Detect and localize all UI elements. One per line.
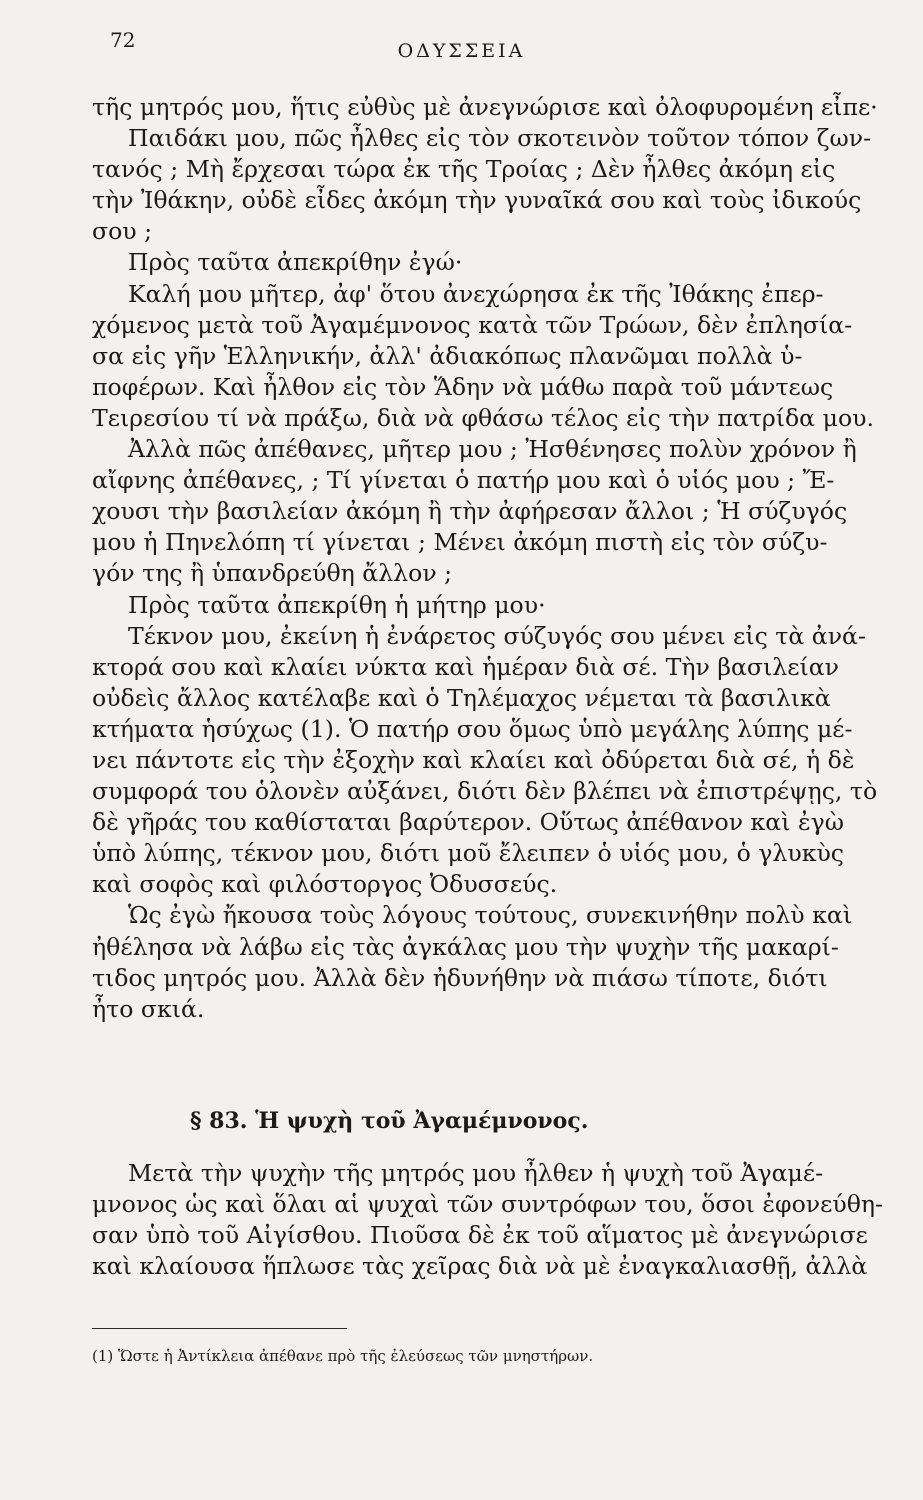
text-line: κτήματα ἡσύχως (1). Ὁ πατήρ σου ὅμως ὑπὸ μεγάλης λύπης μέ-: [92, 714, 853, 743]
text-line: νει πάντοτε εἰς τὴν ἐξοχὴν καὶ κλαίει καὶ ὀδύρεται διὰ σέ, ἡ δὲ: [92, 745, 855, 774]
text-line: ἠθέλησα νὰ λάβω εἰς τὰς ἀγκάλας μου τὴν ψυχὴν τῆς μακαρί-: [92, 932, 839, 961]
text-line: Παιδάκι μου, πῶς ἦλθες εἰς τὸν σκοτεινὸν τοῦτον τόπον ζων-: [128, 124, 872, 153]
text-line: δὲ γῆράς του καθίσταται βαρύτερον. Οὕτως ἀπέθανον καὶ ἐγὼ: [92, 808, 844, 837]
running-title: ΟΔΥΣΣΕΙΑ: [397, 40, 526, 62]
text-line: Καλή μου μῆτερ, ἀφ' ὅτου ἀνεχώρησα ἐκ τῆς Ἰθάκης ἐπερ-: [128, 279, 824, 308]
text-line: Ἀλλὰ πῶς ἀπέθανες, μῆτερ μου ; Ἠσθένησες πολὺν χρόνον ἢ: [128, 435, 857, 464]
text-line: ποφέρων. Καὶ ἦλθον εἰς τὸν Ἅδην νὰ μάθω παρὰ τοῦ μάντεως: [92, 372, 834, 401]
text-line: γόν της ἢ ὑπανδρεύθη ἄλλον ;: [92, 559, 453, 588]
text-line: μου ἡ Πηνελόπη τί γίνεται ; Μένει ἀκόμη πιστὴ εἰς τὸν σύζυ-: [92, 528, 828, 557]
footnote: (1) Ὥστε ἡ Ἀντίκλεια ἀπέθανε πρὸ τῆς ἐλεύσεως τῶν μνηστήρων.: [92, 1347, 594, 1365]
text-line: ὑπὸ λύπης, τέκνον μου, διότι μοῦ ἔλειπεν ὁ υἱός μου, ὁ γλυκὺς: [92, 839, 845, 868]
text-line: σου ;: [92, 217, 153, 246]
text-line: Τειρεσίου τί νὰ πράξω, διὰ νὰ φθάσω τέλος εἰς τὴν πατρίδα μου.: [92, 403, 874, 432]
text-line: τῆς μητρός μου, ἥτις εὐθὺς μὲ ἀνεγνώρισε καὶ ὀλοφυρομένη εἶπε·: [92, 93, 878, 121]
text-line: χόμενος μετὰ τοῦ Ἀγαμέμνονος κατὰ τῶν Τρώων, δὲν ἐπλησία-: [92, 310, 853, 339]
page-number: 72: [110, 28, 136, 52]
section-number: § 83.: [190, 1108, 248, 1134]
text-line: μνονος ὡς καὶ ὅλαι αἱ ψυχαὶ τῶν συντρόφων του, ὅσοι ἐφονεύθη-: [92, 1190, 884, 1219]
text-line: κτορά σου καὶ κλαίει νύκτα καὶ ἡμέραν διὰ σέ. Τὴν βασιλείαν: [92, 652, 839, 681]
text-line: καὶ κλαίουσα ἥπλωσε τὰς χεῖρας διὰ νὰ μὲ ἐναγκαλιασθῇ, ἀλλὰ: [92, 1252, 868, 1281]
section-title: Ἡ ψυχὴ τοῦ Ἀγαμέμνονος.: [255, 1108, 589, 1134]
text-line: σα εἰς γῆν Ἑλληνικήν, ἀλλ' ἀδιακόπως πλανῶμαι πολλὰ ὑ-: [92, 341, 803, 370]
text-line: συμφορά του ὁλονὲν αὐξάνει, διότι δὲν βλέπει νὰ ἐπιστρέψῃς, τὸ: [92, 777, 878, 806]
text-line: οὐδεὶς ἄλλος κατέλαβε καὶ ὁ Τηλέμαχος νέμεται τὰ βασιλικὰ: [92, 683, 831, 712]
text-line: τὴν Ἰθάκην, οὐδὲ εἶδες ἀκόμη τὴν γυναῖκά σου καὶ τοὺς ἰδικούς: [92, 186, 862, 215]
text-line: Πρὸς ταῦτα ἀπεκρίθη ἡ μήτηρ μου·: [128, 590, 546, 619]
text-line: Ὡς ἐγὼ ἤκουσα τοὺς λόγους τούτους, συνεκινήθην πολὺ καὶ: [128, 901, 853, 930]
text-line: τανός ; Μὴ ἔρχεσαι τώρα ἐκ τῆς Τροίας ; Δὲν ἦλθες ἀκόμη εἰς: [92, 155, 836, 184]
text-line: Πρὸς ταῦτα ἀπεκρίθην ἐγώ·: [128, 248, 463, 277]
text-line: τιδος μητρός μου. Ἀλλὰ δὲν ἠδυνήθην νὰ πιάσω τίποτε, διότι: [92, 963, 828, 992]
main-text: [92, 92, 878, 1025]
text-line: καὶ σοφὸς καὶ φιλόστοργος Ὀδυσσεύς.: [92, 870, 558, 899]
text-line: ἦτο σκιά.: [92, 994, 205, 1023]
text-line: Μετὰ τὴν ψυχὴν τῆς μητρός μου ἦλθεν ἡ ψυχὴ τοῦ Ἀγαμέ-: [128, 1159, 824, 1187]
text-line: αἴφνης ἀπέθανες, ; Τί γίνεται ὁ πατήρ μου καὶ ὁ υἱός μου ; Ἔ-: [92, 466, 835, 495]
section-text: [92, 1158, 884, 1282]
footnote-divider: [92, 1328, 347, 1329]
text-line: χουσι τὴν βασιλείαν ἀκόμη ἢ τὴν ἀφήρεσαν ἄλλοι ; Ἡ σύζυγός: [92, 497, 848, 526]
section-heading: [190, 1108, 790, 1134]
text-line: Τέκνον μου, ἐκείνη ἡ ἐνάρετος σύζυγός σου μένει εἰς τὰ ἀνά-: [128, 621, 866, 650]
text-line: σαν ὑπὸ τοῦ Αἰγίσθου. Πιοῦσα δὲ ἐκ τοῦ αἵματος μὲ ἀνεγνώρισε: [92, 1221, 868, 1250]
